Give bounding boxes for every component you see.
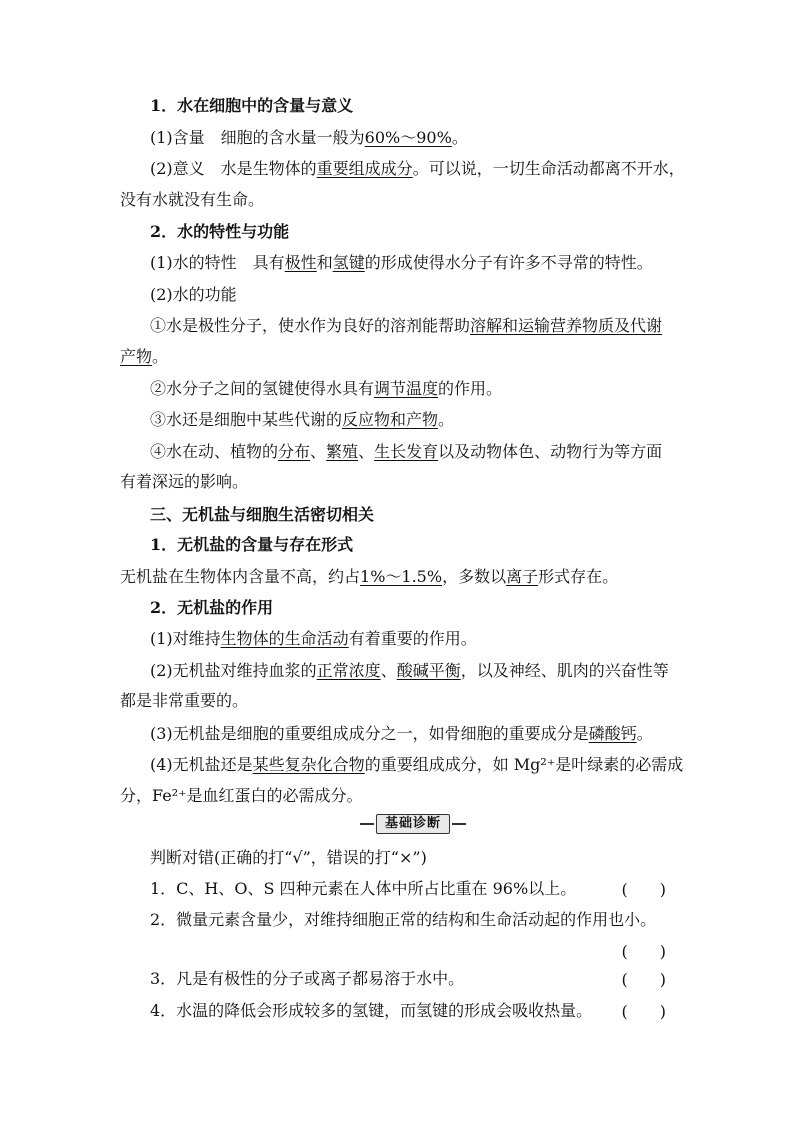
salt-content-paragraph [120,565,676,589]
water-meaning-paragraph [150,157,685,181]
text: 。 [451,128,468,147]
text: ②水分子之间的氢键使得水具有 [150,379,375,398]
underlined-answer: 重要组成成分 [316,159,413,178]
answer-blank-4: ( ) [621,1002,666,1021]
text: ，多数以 [442,567,507,586]
text: 、 [380,661,397,680]
text: (2)意义 水是生物体的 [150,159,317,178]
water-meaning-continued: 没有水就没有生命。 [120,190,265,209]
text: (3)无机盐是细胞的重要组成成分之一，如骨细胞的重要成分是 [150,724,589,743]
water-function-2 [150,377,676,401]
banner-right-rule [452,823,466,825]
text: 无机盐在生物体内含量不高，约占 [120,567,361,586]
underlined-answer: 极性 [284,253,317,272]
text: ，以及神经、肌肉的兴奋性等 [460,661,669,680]
text: (1)对维持 [150,629,221,648]
section-heading-inorganic-salts: 三、无机盐与细胞生活密切相关 [150,505,375,524]
text: 的形成使得水分子有许多不寻常的特性。 [364,253,653,272]
text: (4)无机盐还是 [150,755,253,774]
answer-blank-2: ( ) [621,942,666,961]
text: ④水在动、植物的 [150,442,279,461]
water-function-title: (2)水的功能 [150,285,237,304]
text: 的作用。 [438,379,503,398]
underlined-answer: 调节温度 [374,379,439,398]
heading-salt-content: 1．无机盐的含量与存在形式 [150,535,354,554]
text: 有着重要的作用。 [348,629,477,648]
underlined-answer: 生物体的生命活动 [220,629,349,648]
text: (2)无机盐对维持血浆的 [150,661,317,680]
water-function-4 [150,440,676,464]
underlined-answer: 繁殖 [326,442,359,461]
text: (1)水的特性 具有 [150,253,285,272]
text: 的重要组成成分，如 Mg²⁺是叶绿素的必需成 [364,755,684,774]
text: 、 [358,442,375,461]
text: 和 [316,253,333,272]
underlined-answer: 正常浓度 [316,661,381,680]
section-banner [360,814,466,834]
underlined-answer: 磷酸钙 [588,724,637,743]
water-content-paragraph [150,126,676,150]
salt-role-2-continued: 都是非常重要的。 [120,691,249,710]
text: 。 [636,724,653,743]
water-function-3 [150,408,676,432]
text: 以及动物体色、动物行为等方面 [438,442,663,461]
question-1: 1．C、H、O、S 四种元素在人体中所占比重在 96%以上。 [150,879,577,898]
text: 形式存在。 [538,567,619,586]
answer-blank-1: ( ) [621,880,666,899]
underlined-answer: 1%～1.5% [360,567,443,586]
banner-left-rule [360,823,374,825]
water-function-1-continued [120,345,676,369]
salt-role-3 [150,722,676,746]
text: ①水是极性分子，使水作为良好的溶剂能帮助 [150,316,471,335]
underlined-answer: 分布 [278,442,311,461]
heading-salt-function: 2．无机盐的作用 [150,598,274,617]
text: 。 [152,347,169,366]
text: 、 [310,442,327,461]
underlined-answer: 某些复杂化合物 [252,755,365,774]
salt-role-4 [150,753,684,777]
underlined-answer: 反应物和产物 [342,410,439,429]
underlined-answer: 溶解和运输营养物质及代谢 [470,316,663,335]
question-2: 2．微量元素含量少，对维持细胞正常的结构和生命活动起的作用也小。 [150,910,657,929]
text: 。 [438,410,455,429]
text: (1)含量 细胞的含水量一般为 [150,128,365,147]
text: 。可以说，一切生命活动都离不开水， [412,159,685,178]
judgement-instruction: 判断对错(正确的打“√”，错误的打“×”) [150,848,427,867]
question-4: 4．水温的降低会形成较多的氢键，而氢键的形成会吸收热量。 [150,1001,593,1020]
underlined-answer: 离子 [506,567,539,586]
underlined-answer: 氢键 [332,253,365,272]
underlined-answer: 60%～90% [364,128,452,147]
underlined-answer: 产物 [120,347,153,366]
salt-role-4-continued: 分，Fe²⁺是血红蛋白的必需成分。 [120,786,363,805]
water-function-1 [150,314,676,338]
salt-role-1 [150,627,676,651]
heading-water-properties: 2．水的特性与功能 [150,222,290,241]
question-3: 3．凡是有极性的分子或离子都易溶于水中。 [150,969,465,988]
banner-label: 基础诊断 [376,814,450,834]
text: ③水还是细胞中某些代谢的 [150,410,343,429]
heading-water-content: 1．水在细胞中的含量与意义 [150,96,354,115]
underlined-answer: 生长发育 [374,442,439,461]
water-function-4-continued: 有着深远的影响。 [120,472,249,491]
underlined-answer: 酸碱平衡 [396,661,461,680]
salt-role-2 [150,659,676,683]
answer-blank-3: ( ) [621,970,666,989]
water-property-paragraph [150,251,676,275]
